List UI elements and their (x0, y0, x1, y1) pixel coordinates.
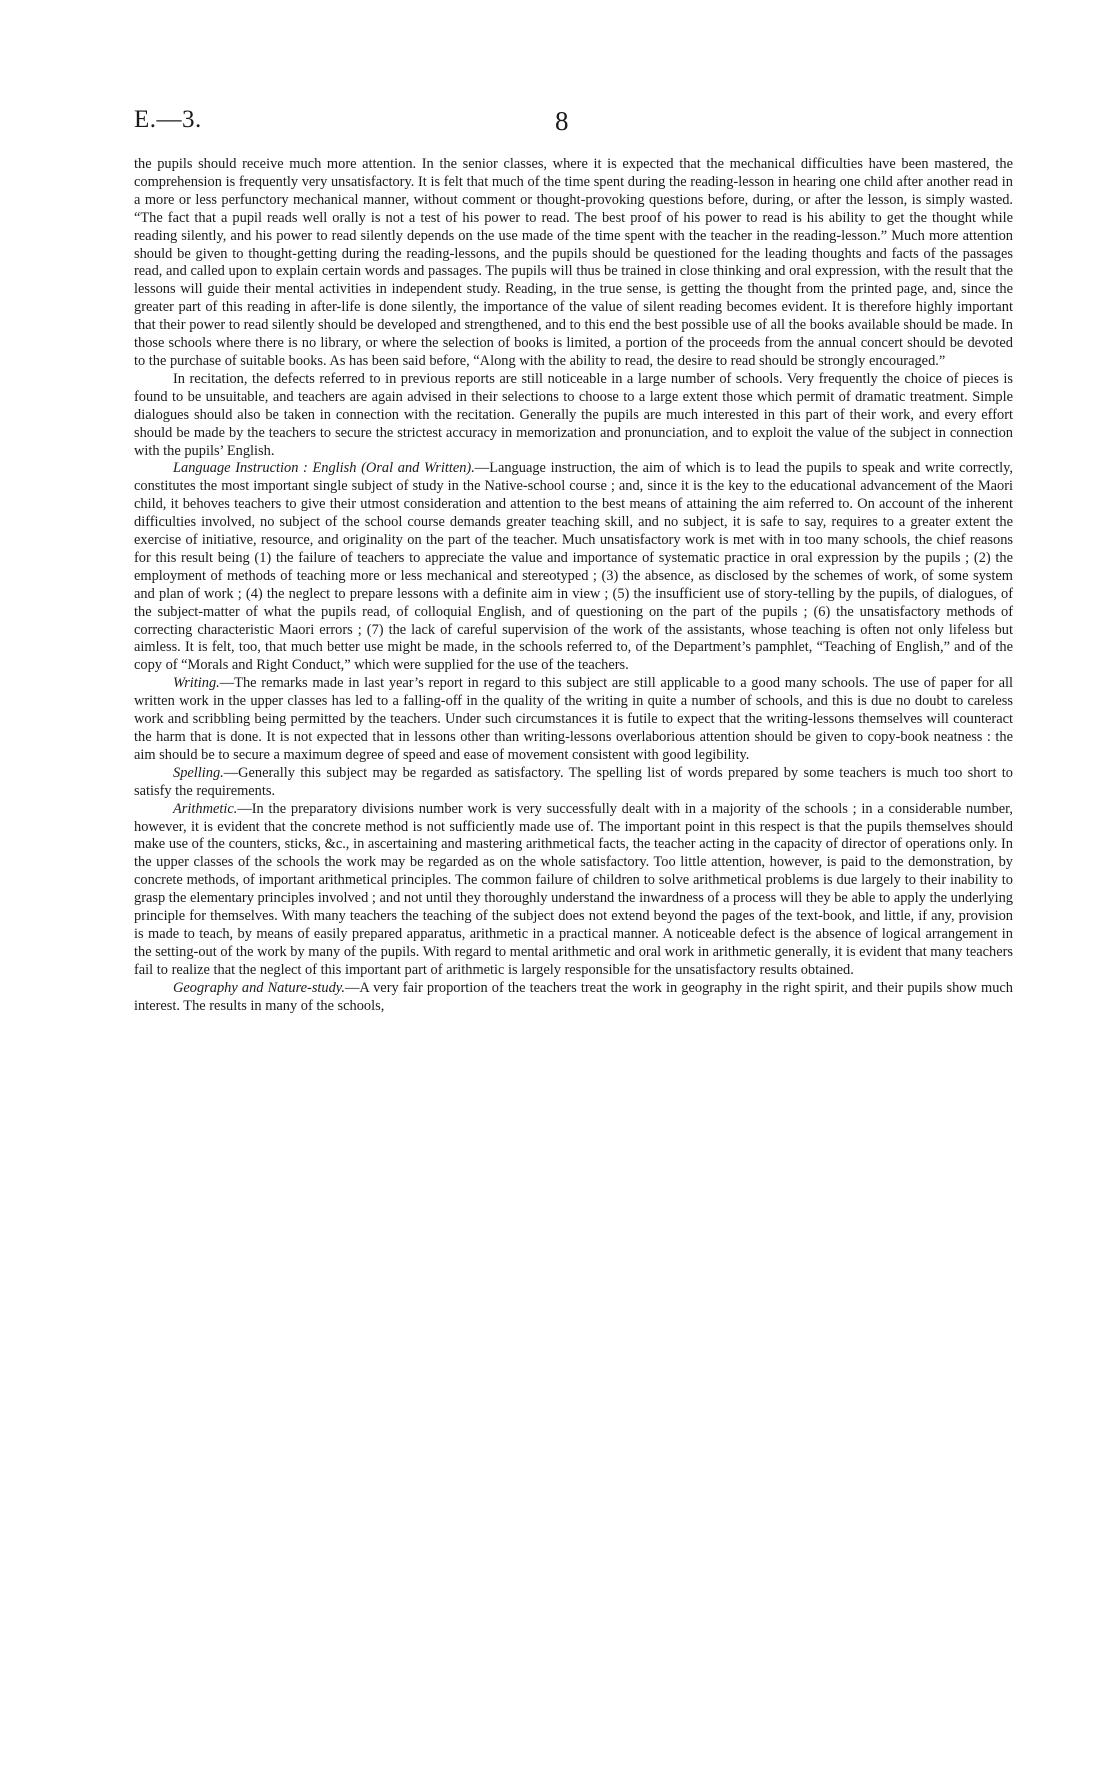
paragraph-text: —In the preparatory divisions number work is very successfully dealt with in a majority of the schools ; in a considerable number, however, it is evident that the concrete method is not sufficiently made use of. The important point in this respect is that the pupils themselves should make use of the counters, sticks, &c., in ascertaining and mastering arithmetical facts, the teacher acting in the capacity of director of operations only. In the upper classes of the schools the work may be regarded as on the whole satisfactory. Too little attention, however, is paid to the demonstration, by concrete methods, of important arithmetical principles. The common failure of children to solve arithmetical problems is due largely to their inability to grasp the elementary principles involved ; and not until they thoroughly understand the inwardness of a process will they be able to apply the underlying principle for themselves. With many teachers the teaching of the subject does not extend beyond the pages of the text-book, and little, if any, provision is made to teach, by means of easily prepared apparatus, arithmetic in a practical manner. A noticeable defect is the absence of logical arrangement in the setting-out of the work by many of the pupils. With regard to mental arithmetic and oral work in arithmetic generally, it is evident that many teachers fail to realize that the neglect of this important part of arithmetic is largely responsible for the unsatisfactory results obtained. (134, 800, 1013, 978)
paragraph-text: —Generally this subject may be regarded as satisfactory. The spelling list of words prepared by some teachers is much too short to satisfy the requirements. (134, 764, 1013, 799)
paragraph-text: —A very fair proportion of the teachers treat the work in geography in the right spirit, and their pupils show much interest. The results in many of the schools, (134, 979, 1013, 1014)
page-number: 8 (555, 106, 569, 136)
paragraph-text: —Language instruction, the aim of which is to lead the pupils to speak and write correctly, constitutes the most important single subject of study in the Native-school course ; and, since it is the key to the educational advancement of the Maori child, it behoves teachers to give their utmost consideration and attention to the best means of attaining the aim referred to. On account of the inherent difficulties involved, no subject of the school course demands greater teaching skill, and no subject, it is safe to say, requires to a greater extent the exercise of initiative, resource, and originality on the part of the teacher. Much unsatisfactory work is met with in too many schools, the chief reasons for this result being (1) the failure of teachers to appreciate the value and importance of systematic practice in oral expression by the pupils ; (2) the employment of methods of teaching more or less mechanical and stereotyped ; (3) the absence, as disclosed by the schemes of work, of some system and plan of work ; (4) the neglect to prepare lessons with a definite aim in view ; (5) the insufficient use of story-telling by the pupils, of dialogues, of the subject-matter of what the pupils read, of colloquial English, and of questioning on the part of the pupils ; (6) the unsatisfactory methods of correcting characteristic Maori errors ; (7) the lack of careful supervision of the work of the assistants, whose teaching is often not only lifeless but aimless. It is felt, too, that much better use might be made, in the schools referred to, of the Department’s pamphlet, “Teaching of English,” and of the copy of “Morals and Right Conduct,” which were supplied for the use of the teachers. (134, 460, 1013, 674)
paragraph-recitation (134, 371, 1013, 461)
paragraph-text: In recitation, the defects referred to in previous reports are still noticeable in a large number of schools. Very frequently the choice of pieces is found to be unsuitable, and teachers are again advised in their selections to choose to a large extent those which permit of dramatic treatment. Simple dialogues should also be taken in connection with the recitation. Generally the pupils are much interested in this part of their work, and every effort should be made by the teachers to secure the strictest accuracy in memorization and pronunciation, and to exploit the value of the subject in connection with the pupils’ English. (134, 370, 1013, 459)
paragraph-writing (134, 675, 1013, 765)
section-heading: Arithmetic. (173, 800, 238, 817)
paragraph-text: the pupils should receive much more attention. In the senior classes, where it is expected that the mechanical difficulties have been mastered, the comprehension is frequently very unsatisfactory. It is felt that much of the time spent during the reading-lesson in hearing one child after another read in a more or less perfunctory mechanical manner, without comment or thought-provoking questions before, during, or after the lesson, is simply wasted. “The fact that a pupil reads well orally is not a test of his power to read. The best proof of his power to read is his ability to get the thought while reading silently, and his power to read silently depends on the use made of the time spent with the teacher in the reading-lesson.” Much more attention should be given to thought-getting during the reading-lessons, and the pupils should be questioned for the leading thoughts and facts of the passages read, and called upon to explain certain words and passages. The pupils will thus be trained in close thinking and oral expression, with the result that the lessons will guide their mental activities in independent study. Reading, in the true sense, is getting the thought from the printed page, and, since the greater part of this reading in after-life is done silently, the importance of the value of silent reading becomes evident. It is therefore highly important that their power to read silently should be developed and strengthened, and to this end the best possible use of all the books available should be made. In those schools where there is no library, or where the selection of books is limited, a portion of the proceeds from the annual concert should be devoted to the purchase of suitable books. As has been said before, “Along with the ability to read, the desire to read should be strongly encouraged.” (134, 156, 1013, 369)
section-heading: Writing. (173, 675, 220, 692)
paragraph-language-instruction (134, 460, 1013, 675)
page-header (134, 106, 1014, 136)
section-heading: Language Instruction : English (Oral and Written). (173, 460, 475, 477)
section-heading: Spelling. (173, 764, 224, 781)
paragraph-spelling (134, 765, 1013, 801)
section-heading: Geography and Nature-study. (173, 979, 345, 996)
paragraph-geography (134, 980, 1013, 1016)
document-code: E.—3. (134, 106, 202, 133)
paragraph-reading-continued (134, 156, 1013, 371)
body-text (134, 156, 1013, 1016)
paragraph-arithmetic (134, 801, 1013, 980)
paragraph-text: —The remarks made in last year’s report in regard to this subject are still applicable to a good many schools. The use of paper for all written work in the upper classes has led to a falling-off in the quality of the writing in quite a number of schools, and this is due no doubt to careless work and scribbling being permitted by the teachers. Under such circumstances it is futile to expect that the writing-lessons themselves will counteract the harm that is done. It is not expected that in lessons other than writing-lessons overlaborious attention should be given to copy-book neatness : the aim should be to secure a maximum degree of speed and ease of movement consistent with good legibility. (134, 675, 1013, 763)
